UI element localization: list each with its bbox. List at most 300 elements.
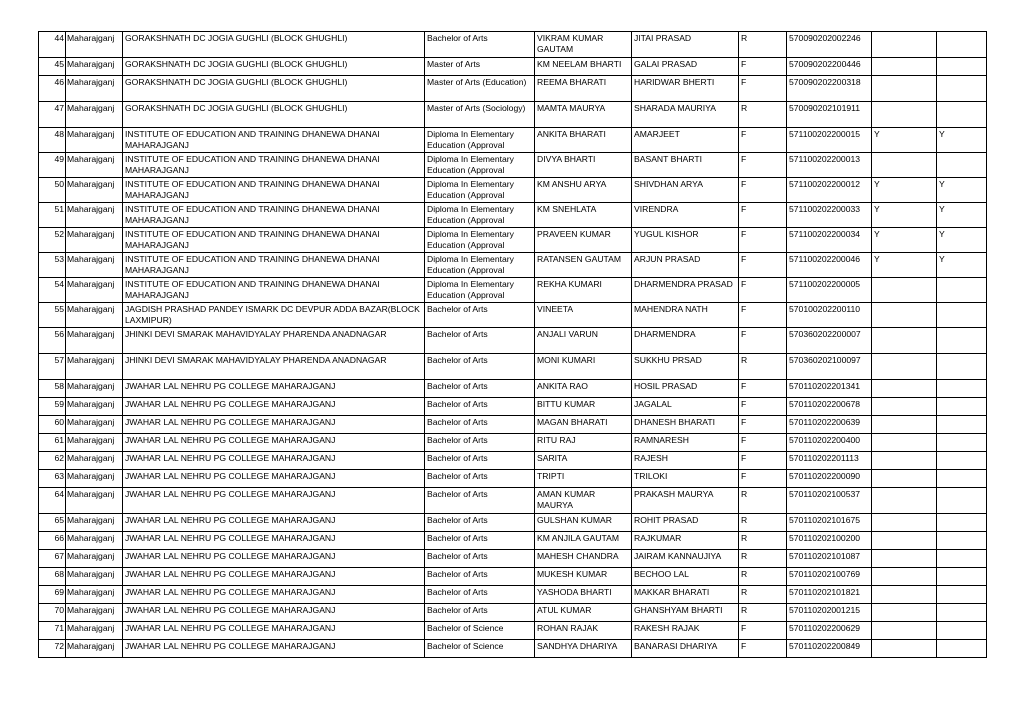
category-cell: R bbox=[739, 354, 787, 380]
flag-cell-1 bbox=[872, 604, 937, 622]
flag-cell-1 bbox=[872, 568, 937, 586]
flag-cell-2 bbox=[937, 488, 987, 514]
roll-number-cell: 570110202201341 bbox=[787, 380, 872, 398]
course-cell: Bachelor of Arts bbox=[425, 303, 535, 328]
table-row bbox=[39, 76, 987, 102]
category-cell: F bbox=[739, 328, 787, 354]
father-name-cell: GHANSHYAM BHARTI bbox=[632, 604, 739, 622]
flag-cell-1: Y bbox=[872, 178, 937, 203]
district-cell: Maharajganj bbox=[66, 416, 123, 434]
table-row bbox=[39, 253, 987, 278]
flag-cell-2 bbox=[937, 586, 987, 604]
roll-number-cell: 571100202200013 bbox=[787, 153, 872, 178]
category-cell: F bbox=[739, 434, 787, 452]
father-name-cell: SHIVDHAN ARYA bbox=[632, 178, 739, 203]
category-cell: F bbox=[739, 228, 787, 253]
category-cell: F bbox=[739, 58, 787, 76]
serial-number-cell: 61 bbox=[39, 434, 66, 452]
table-row bbox=[39, 398, 987, 416]
student-name-cell: MAHESH CHANDRA bbox=[535, 550, 632, 568]
serial-number-cell: 64 bbox=[39, 488, 66, 514]
flag-cell-1 bbox=[872, 452, 937, 470]
father-name-cell: DHARMENDRA PRASAD bbox=[632, 278, 739, 303]
category-cell: R bbox=[739, 550, 787, 568]
table-row bbox=[39, 550, 987, 568]
student-name-cell: ANKITA RAO bbox=[535, 380, 632, 398]
category-cell: F bbox=[739, 380, 787, 398]
flag-cell-2 bbox=[937, 354, 987, 380]
course-cell: Bachelor of Arts bbox=[425, 532, 535, 550]
table-row bbox=[39, 416, 987, 434]
category-cell: R bbox=[739, 568, 787, 586]
father-name-cell: JITAI PRASAD bbox=[632, 32, 739, 58]
table-row bbox=[39, 622, 987, 640]
serial-number-cell: 71 bbox=[39, 622, 66, 640]
college-name-cell: JWAHAR LAL NEHRU PG COLLEGE MAHARAJGANJ bbox=[123, 434, 425, 452]
course-cell: Bachelor of Arts bbox=[425, 488, 535, 514]
category-cell: R bbox=[739, 586, 787, 604]
course-cell: Diploma In Elementary Education (Approval bbox=[425, 128, 535, 153]
table-row bbox=[39, 354, 987, 380]
course-cell: Master of Arts (Sociology) bbox=[425, 102, 535, 128]
flag-cell-1 bbox=[872, 532, 937, 550]
category-cell: F bbox=[739, 303, 787, 328]
student-name-cell: TRIPTI bbox=[535, 470, 632, 488]
father-name-cell: RAJKUMAR bbox=[632, 532, 739, 550]
roll-number-cell: 570360202200007 bbox=[787, 328, 872, 354]
roll-number-cell: 570110202100769 bbox=[787, 568, 872, 586]
flag-cell-1: Y bbox=[872, 253, 937, 278]
district-cell: Maharajganj bbox=[66, 452, 123, 470]
serial-number-cell: 58 bbox=[39, 380, 66, 398]
flag-cell-2 bbox=[937, 32, 987, 58]
table-row bbox=[39, 640, 987, 658]
flag-cell-2 bbox=[937, 303, 987, 328]
student-name-cell: DIVYA BHARTI bbox=[535, 153, 632, 178]
student-name-cell: YASHODA BHARTI bbox=[535, 586, 632, 604]
category-cell: R bbox=[739, 604, 787, 622]
flag-cell-2 bbox=[937, 470, 987, 488]
flag-cell-2 bbox=[937, 434, 987, 452]
serial-number-cell: 53 bbox=[39, 253, 66, 278]
course-cell: Bachelor of Arts bbox=[425, 586, 535, 604]
category-cell: F bbox=[739, 76, 787, 102]
college-name-cell: INSTITUTE OF EDUCATION AND TRAINING DHANEWA DHANAI MAHARAJGANJ bbox=[123, 153, 425, 178]
serial-number-cell: 66 bbox=[39, 532, 66, 550]
table-row bbox=[39, 586, 987, 604]
student-name-cell: ANKITA BHARATI bbox=[535, 128, 632, 153]
course-cell: Bachelor of Arts bbox=[425, 354, 535, 380]
student-name-cell: REEMA BHARATI bbox=[535, 76, 632, 102]
roll-number-cell: 571100202200033 bbox=[787, 203, 872, 228]
father-name-cell: HARIDWAR BHERTI bbox=[632, 76, 739, 102]
college-name-cell: JWAHAR LAL NEHRU PG COLLEGE MAHARAJGANJ bbox=[123, 416, 425, 434]
flag-cell-2 bbox=[937, 550, 987, 568]
district-cell: Maharajganj bbox=[66, 354, 123, 380]
flag-cell-2: Y bbox=[937, 253, 987, 278]
roll-number-cell: 570110202200849 bbox=[787, 640, 872, 658]
course-cell: Diploma In Elementary Education (Approval bbox=[425, 278, 535, 303]
table-row bbox=[39, 328, 987, 354]
college-name-cell: JWAHAR LAL NEHRU PG COLLEGE MAHARAJGANJ bbox=[123, 514, 425, 532]
college-name-cell: JWAHAR LAL NEHRU PG COLLEGE MAHARAJGANJ bbox=[123, 568, 425, 586]
student-name-cell: KM ANJILA GAUTAM bbox=[535, 532, 632, 550]
father-name-cell: RAJESH bbox=[632, 452, 739, 470]
district-cell: Maharajganj bbox=[66, 380, 123, 398]
father-name-cell: DHANESH BHARATI bbox=[632, 416, 739, 434]
table-row bbox=[39, 452, 987, 470]
father-name-cell: BANARASI DHARIYA bbox=[632, 640, 739, 658]
flag-cell-1 bbox=[872, 76, 937, 102]
father-name-cell: BASANT BHARTI bbox=[632, 153, 739, 178]
table-row bbox=[39, 532, 987, 550]
category-cell: F bbox=[739, 416, 787, 434]
student-name-cell: RITU RAJ bbox=[535, 434, 632, 452]
course-cell: Bachelor of Arts bbox=[425, 380, 535, 398]
district-cell: Maharajganj bbox=[66, 550, 123, 568]
flag-cell-2 bbox=[937, 640, 987, 658]
college-name-cell: JWAHAR LAL NEHRU PG COLLEGE MAHARAJGANJ bbox=[123, 586, 425, 604]
serial-number-cell: 59 bbox=[39, 398, 66, 416]
flag-cell-2: Y bbox=[937, 178, 987, 203]
serial-number-cell: 52 bbox=[39, 228, 66, 253]
roll-number-cell: 570110202200629 bbox=[787, 622, 872, 640]
flag-cell-2 bbox=[937, 452, 987, 470]
serial-number-cell: 67 bbox=[39, 550, 66, 568]
flag-cell-1 bbox=[872, 58, 937, 76]
college-name-cell: GORAKSHNATH DC JOGIA GUGHLI (BLOCK GHUGHLI) bbox=[123, 32, 425, 58]
flag-cell-2 bbox=[937, 328, 987, 354]
flag-cell-1 bbox=[872, 586, 937, 604]
flag-cell-2: Y bbox=[937, 203, 987, 228]
category-cell: R bbox=[739, 532, 787, 550]
college-name-cell: JWAHAR LAL NEHRU PG COLLEGE MAHARAJGANJ bbox=[123, 380, 425, 398]
district-cell: Maharajganj bbox=[66, 622, 123, 640]
flag-cell-1 bbox=[872, 153, 937, 178]
table-row bbox=[39, 604, 987, 622]
category-cell: R bbox=[739, 488, 787, 514]
course-cell: Bachelor of Arts bbox=[425, 550, 535, 568]
student-name-cell: MUKESH KUMAR bbox=[535, 568, 632, 586]
college-name-cell: JWAHAR LAL NEHRU PG COLLEGE MAHARAJGANJ bbox=[123, 532, 425, 550]
father-name-cell: MAHENDRA NATH bbox=[632, 303, 739, 328]
serial-number-cell: 55 bbox=[39, 303, 66, 328]
district-cell: Maharajganj bbox=[66, 32, 123, 58]
table-row bbox=[39, 380, 987, 398]
college-name-cell: INSTITUTE OF EDUCATION AND TRAINING DHANEWA DHANAI MAHARAJGANJ bbox=[123, 253, 425, 278]
roll-number-cell: 571100202200012 bbox=[787, 178, 872, 203]
student-name-cell: ATUL KUMAR bbox=[535, 604, 632, 622]
course-cell: Bachelor of Science bbox=[425, 622, 535, 640]
district-cell: Maharajganj bbox=[66, 303, 123, 328]
father-name-cell: YUGUL KISHOR bbox=[632, 228, 739, 253]
student-name-cell: MAMTA MAURYA bbox=[535, 102, 632, 128]
college-name-cell: JWAHAR LAL NEHRU PG COLLEGE MAHARAJGANJ bbox=[123, 640, 425, 658]
flag-cell-1 bbox=[872, 354, 937, 380]
college-name-cell: JWAHAR LAL NEHRU PG COLLEGE MAHARAJGANJ bbox=[123, 398, 425, 416]
student-name-cell: SARITA bbox=[535, 452, 632, 470]
category-cell: F bbox=[739, 452, 787, 470]
category-cell: F bbox=[739, 153, 787, 178]
district-cell: Maharajganj bbox=[66, 434, 123, 452]
course-cell: Bachelor of Arts bbox=[425, 398, 535, 416]
roll-number-cell: 570110202101087 bbox=[787, 550, 872, 568]
student-name-cell: SANDHYA DHARIYA bbox=[535, 640, 632, 658]
flag-cell-1 bbox=[872, 328, 937, 354]
district-cell: Maharajganj bbox=[66, 58, 123, 76]
roll-number-cell: 570110202200678 bbox=[787, 398, 872, 416]
flag-cell-1 bbox=[872, 470, 937, 488]
father-name-cell: ARJUN PRASAD bbox=[632, 253, 739, 278]
flag-cell-1 bbox=[872, 398, 937, 416]
table-row bbox=[39, 470, 987, 488]
college-name-cell: JHINKI DEVI SMARAK MAHAVIDYALAY PHARENDA ANADNAGAR bbox=[123, 328, 425, 354]
college-name-cell: JWAHAR LAL NEHRU PG COLLEGE MAHARAJGANJ bbox=[123, 470, 425, 488]
student-name-cell: RATANSEN GAUTAM bbox=[535, 253, 632, 278]
father-name-cell: RAKESH RAJAK bbox=[632, 622, 739, 640]
serial-number-cell: 60 bbox=[39, 416, 66, 434]
roll-number-cell: 571100202200046 bbox=[787, 253, 872, 278]
table-row bbox=[39, 434, 987, 452]
father-name-cell: SUKKHU PRSAD bbox=[632, 354, 739, 380]
course-cell: Diploma In Elementary Education (Approval bbox=[425, 228, 535, 253]
flag-cell-1 bbox=[872, 416, 937, 434]
father-name-cell: VIRENDRA bbox=[632, 203, 739, 228]
district-cell: Maharajganj bbox=[66, 178, 123, 203]
college-name-cell: JWAHAR LAL NEHRU PG COLLEGE MAHARAJGANJ bbox=[123, 622, 425, 640]
table-row bbox=[39, 128, 987, 153]
district-cell: Maharajganj bbox=[66, 640, 123, 658]
student-name-cell: KM NEELAM BHARTI bbox=[535, 58, 632, 76]
serial-number-cell: 63 bbox=[39, 470, 66, 488]
serial-number-cell: 48 bbox=[39, 128, 66, 153]
serial-number-cell: 50 bbox=[39, 178, 66, 203]
serial-number-cell: 47 bbox=[39, 102, 66, 128]
flag-cell-1 bbox=[872, 278, 937, 303]
flag-cell-2 bbox=[937, 102, 987, 128]
student-name-cell: REKHA KUMARI bbox=[535, 278, 632, 303]
flag-cell-2: Y bbox=[937, 228, 987, 253]
flag-cell-1: Y bbox=[872, 228, 937, 253]
student-name-cell: PRAVEEN KUMAR bbox=[535, 228, 632, 253]
college-name-cell: JWAHAR LAL NEHRU PG COLLEGE MAHARAJGANJ bbox=[123, 550, 425, 568]
table-row bbox=[39, 514, 987, 532]
serial-number-cell: 62 bbox=[39, 452, 66, 470]
roll-number-cell: 570110202100200 bbox=[787, 532, 872, 550]
college-name-cell: GORAKSHNATH DC JOGIA GUGHLI (BLOCK GHUGHLI) bbox=[123, 58, 425, 76]
flag-cell-1 bbox=[872, 102, 937, 128]
flag-cell-2 bbox=[937, 622, 987, 640]
serial-number-cell: 70 bbox=[39, 604, 66, 622]
district-cell: Maharajganj bbox=[66, 203, 123, 228]
district-cell: Maharajganj bbox=[66, 514, 123, 532]
category-cell: F bbox=[739, 640, 787, 658]
college-name-cell: INSTITUTE OF EDUCATION AND TRAINING DHANEWA DHANAI MAHARAJGANJ bbox=[123, 128, 425, 153]
serial-number-cell: 57 bbox=[39, 354, 66, 380]
college-name-cell: JHINKI DEVI SMARAK MAHAVIDYALAY PHARENDA ANADNAGAR bbox=[123, 354, 425, 380]
course-cell: Bachelor of Arts bbox=[425, 604, 535, 622]
roll-number-cell: 570090202002246 bbox=[787, 32, 872, 58]
college-name-cell: INSTITUTE OF EDUCATION AND TRAINING DHANEWA DHANAI MAHARAJGANJ bbox=[123, 278, 425, 303]
father-name-cell: HOSIL PRASAD bbox=[632, 380, 739, 398]
serial-number-cell: 65 bbox=[39, 514, 66, 532]
student-name-cell: BITTU KUMAR bbox=[535, 398, 632, 416]
college-name-cell: JAGDISH PRASHAD PANDEY ISMARK DC DEVPUR ADDA BAZAR(BLOCK LAXMIPUR) bbox=[123, 303, 425, 328]
category-cell: F bbox=[739, 203, 787, 228]
category-cell: F bbox=[739, 278, 787, 303]
flag-cell-2 bbox=[937, 514, 987, 532]
flag-cell-2 bbox=[937, 58, 987, 76]
flag-cell-1 bbox=[872, 622, 937, 640]
category-cell: R bbox=[739, 514, 787, 532]
table-row bbox=[39, 303, 987, 328]
course-cell: Bachelor of Arts bbox=[425, 434, 535, 452]
roll-number-cell: 570090202200446 bbox=[787, 58, 872, 76]
flag-cell-2 bbox=[937, 532, 987, 550]
course-cell: Diploma In Elementary Education (Approval bbox=[425, 253, 535, 278]
district-cell: Maharajganj bbox=[66, 488, 123, 514]
district-cell: Maharajganj bbox=[66, 604, 123, 622]
flag-cell-1 bbox=[872, 303, 937, 328]
father-name-cell: AMARJEET bbox=[632, 128, 739, 153]
father-name-cell: DHARMENDRA bbox=[632, 328, 739, 354]
college-name-cell: JWAHAR LAL NEHRU PG COLLEGE MAHARAJGANJ bbox=[123, 452, 425, 470]
table-row bbox=[39, 58, 987, 76]
table-row bbox=[39, 153, 987, 178]
student-name-cell: GULSHAN KUMAR bbox=[535, 514, 632, 532]
student-name-cell: ROHAN RAJAK bbox=[535, 622, 632, 640]
serial-number-cell: 49 bbox=[39, 153, 66, 178]
table-row bbox=[39, 488, 987, 514]
course-cell: Bachelor of Arts bbox=[425, 452, 535, 470]
course-cell: Bachelor of Arts bbox=[425, 416, 535, 434]
roll-number-cell: 570100202200110 bbox=[787, 303, 872, 328]
student-name-cell: VIKRAM KUMAR GAUTAM bbox=[535, 32, 632, 58]
flag-cell-1 bbox=[872, 640, 937, 658]
college-name-cell: JWAHAR LAL NEHRU PG COLLEGE MAHARAJGANJ bbox=[123, 604, 425, 622]
college-name-cell: GORAKSHNATH DC JOGIA GUGHLI (BLOCK GHUGHLI) bbox=[123, 102, 425, 128]
college-name-cell: INSTITUTE OF EDUCATION AND TRAINING DHANEWA DHANAI MAHARAJGANJ bbox=[123, 228, 425, 253]
table-row bbox=[39, 102, 987, 128]
college-name-cell: INSTITUTE OF EDUCATION AND TRAINING DHANEWA DHANAI MAHARAJGANJ bbox=[123, 203, 425, 228]
flag-cell-2 bbox=[937, 278, 987, 303]
category-cell: F bbox=[739, 622, 787, 640]
roll-number-cell: 571100202200015 bbox=[787, 128, 872, 153]
college-name-cell: INSTITUTE OF EDUCATION AND TRAINING DHANEWA DHANAI MAHARAJGANJ bbox=[123, 178, 425, 203]
father-name-cell: TRILOKI bbox=[632, 470, 739, 488]
district-cell: Maharajganj bbox=[66, 278, 123, 303]
course-cell: Master of Arts (Education) bbox=[425, 76, 535, 102]
roll-number-cell: 570110202200400 bbox=[787, 434, 872, 452]
student-name-cell: AMAN KUMAR MAURYA bbox=[535, 488, 632, 514]
father-name-cell: ROHIT PRASAD bbox=[632, 514, 739, 532]
college-name-cell: GORAKSHNATH DC JOGIA GUGHLI (BLOCK GHUGHLI) bbox=[123, 76, 425, 102]
serial-number-cell: 51 bbox=[39, 203, 66, 228]
category-cell: F bbox=[739, 398, 787, 416]
district-cell: Maharajganj bbox=[66, 568, 123, 586]
district-cell: Maharajganj bbox=[66, 76, 123, 102]
father-name-cell: JAIRAM KANNAUJIYA bbox=[632, 550, 739, 568]
roll-number-cell: 570110202101675 bbox=[787, 514, 872, 532]
table-row bbox=[39, 278, 987, 303]
course-cell: Diploma In Elementary Education (Approval bbox=[425, 153, 535, 178]
student-name-cell: KM ANSHU ARYA bbox=[535, 178, 632, 203]
roll-number-cell: 571100202200034 bbox=[787, 228, 872, 253]
flag-cell-2: Y bbox=[937, 128, 987, 153]
district-cell: Maharajganj bbox=[66, 253, 123, 278]
college-name-cell: JWAHAR LAL NEHRU PG COLLEGE MAHARAJGANJ bbox=[123, 488, 425, 514]
district-cell: Maharajganj bbox=[66, 153, 123, 178]
serial-number-cell: 45 bbox=[39, 58, 66, 76]
flag-cell-1 bbox=[872, 488, 937, 514]
flag-cell-2 bbox=[937, 380, 987, 398]
student-name-cell: MAGAN BHARATI bbox=[535, 416, 632, 434]
flag-cell-2 bbox=[937, 604, 987, 622]
roll-number-cell: 570110202200090 bbox=[787, 470, 872, 488]
flag-cell-1 bbox=[872, 550, 937, 568]
table-row bbox=[39, 568, 987, 586]
district-cell: Maharajganj bbox=[66, 102, 123, 128]
district-cell: Maharajganj bbox=[66, 532, 123, 550]
district-cell: Maharajganj bbox=[66, 328, 123, 354]
course-cell: Master of Arts bbox=[425, 58, 535, 76]
student-list-table bbox=[38, 31, 987, 658]
table-row bbox=[39, 203, 987, 228]
flag-cell-1 bbox=[872, 380, 937, 398]
district-cell: Maharajganj bbox=[66, 586, 123, 604]
flag-cell-1 bbox=[872, 514, 937, 532]
father-name-cell: RAMNARESH bbox=[632, 434, 739, 452]
serial-number-cell: 69 bbox=[39, 586, 66, 604]
district-cell: Maharajganj bbox=[66, 228, 123, 253]
serial-number-cell: 44 bbox=[39, 32, 66, 58]
course-cell: Diploma In Elementary Education (Approval bbox=[425, 178, 535, 203]
student-name-cell: ANJALI VARUN bbox=[535, 328, 632, 354]
flag-cell-2 bbox=[937, 568, 987, 586]
serial-number-cell: 54 bbox=[39, 278, 66, 303]
father-name-cell: JAGALAL bbox=[632, 398, 739, 416]
table-row bbox=[39, 178, 987, 203]
table-row bbox=[39, 228, 987, 253]
course-cell: Bachelor of Arts bbox=[425, 32, 535, 58]
roll-number-cell: 570090202101911 bbox=[787, 102, 872, 128]
course-cell: Bachelor of Arts bbox=[425, 568, 535, 586]
flag-cell-1 bbox=[872, 434, 937, 452]
table-row bbox=[39, 32, 987, 58]
category-cell: F bbox=[739, 178, 787, 203]
father-name-cell: SHARADA MAURIYA bbox=[632, 102, 739, 128]
flag-cell-2 bbox=[937, 76, 987, 102]
student-name-cell: KM SNEHLATA bbox=[535, 203, 632, 228]
father-name-cell: PRAKASH MAURYA bbox=[632, 488, 739, 514]
category-cell: R bbox=[739, 32, 787, 58]
roll-number-cell: 570110202001215 bbox=[787, 604, 872, 622]
flag-cell-2 bbox=[937, 153, 987, 178]
district-cell: Maharajganj bbox=[66, 128, 123, 153]
flag-cell-1: Y bbox=[872, 128, 937, 153]
course-cell: Diploma In Elementary Education (Approval bbox=[425, 203, 535, 228]
roll-number-cell: 570110202201113 bbox=[787, 452, 872, 470]
father-name-cell: GALAI PRASAD bbox=[632, 58, 739, 76]
roll-number-cell: 571100202200005 bbox=[787, 278, 872, 303]
roll-number-cell: 570110202100537 bbox=[787, 488, 872, 514]
flag-cell-2 bbox=[937, 416, 987, 434]
father-name-cell: MAKKAR BHARATI bbox=[632, 586, 739, 604]
category-cell: F bbox=[739, 128, 787, 153]
flag-cell-1: Y bbox=[872, 203, 937, 228]
student-name-cell: MONI KUMARI bbox=[535, 354, 632, 380]
district-cell: Maharajganj bbox=[66, 470, 123, 488]
